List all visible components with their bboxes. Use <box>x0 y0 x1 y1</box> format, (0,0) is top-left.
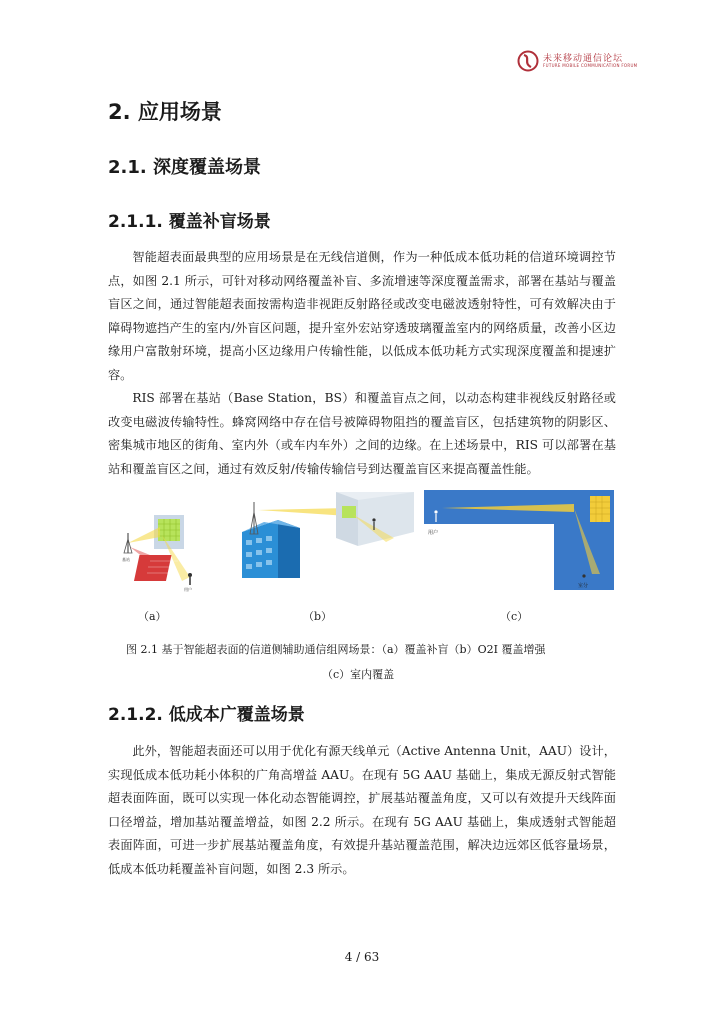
paragraph-aau-design: 此外，智能超表面还可以用于优化有源天线单元（Active Antenna Unit，AAU）设计，实现低成本低功耗小体积的广角高增益 AAU。在现有 5G AAU 基础上，集成无源反射式智能超表面阵面，既可以实现一体化动态智能调控，扩展基站覆盖角度，又可以有效提升天线阵面口径增益，增加基站覆盖增益，如图 2.2 所示。在现有 5G AAU 基础上，集成透射式智能超表面阵面，可进一步扩展基站覆盖角度，有效提升基站覆盖范围，解决边远郊区低容量场景，低成本低功耗覆盖补盲问题，如图 2.3 所示。 <box>108 744 616 876</box>
forum-logo <box>517 50 642 72</box>
section-heading-2-1-1: 2.1.1. 覆盖补盲场景 <box>108 212 271 232</box>
logo-subtitle: FUTURE MOBILE COMMUNICATION FORUM <box>543 63 638 68</box>
figure-label-b: （b） <box>303 610 333 623</box>
logo-text: 未来移动通信论坛 <box>543 54 624 64</box>
figure-2-1 <box>108 490 616 590</box>
indoor-label-c: 室分 <box>578 583 589 589</box>
figure-caption-line-2: （c）室内覆盖 <box>322 668 395 681</box>
paragraph-coverage-intro: 智能超表面最典型的应用场景是在无线信道侧，作为一种低成本低功耗的信道环境调控节点，如图 2.1 所示，可针对移动网络覆盖补盲、多流增速等深度覆盖需求，部署在基站与覆盖盲区之间，通过智能超表面按需构造非视距反射路径或改变电磁波透射特性，可有效解决由于障碍物遮挡产生的室内/外盲区问题，提升室外宏站穿透玻璃覆盖室内的网络质量，改善小区边缘用户富散射环境，提高小区边缘用户传输性能，以低成本低功耗方式实现深度覆盖和提速扩容。 <box>108 250 616 382</box>
page-number: 4 / 63 <box>344 950 380 964</box>
paragraph-ris-deployment: RIS 部署在基站（Base Station，BS）和覆盖盲点之间，以动态构建非视线反射路径或改变电磁波传输特性。蜂窝网络中存在信号被障碍物阻挡的覆盖盲区，包括建筑物的阴影区、密集城市地区的街角、室内外（或车内车外）之间的边缘。在上述场景中，RIS 可以部署在基站和覆盖盲区之间，通过有效反射/传输传输信号到达覆盖盲区来提高覆盖性能。 <box>108 391 616 476</box>
user-label-c: 用户 <box>428 530 439 536</box>
user-label-a: 用户 <box>184 587 192 592</box>
bs-label-a: 基站 <box>122 557 130 562</box>
forum-logo-icon <box>517 50 539 72</box>
section-heading-2-1: 2.1. 深度覆盖场景 <box>108 157 261 178</box>
figure-b-illustration <box>236 492 414 578</box>
figure-caption-line-1: 图 2.1 基于智能超表面的信道侧辅助通信组网场景：（a）覆盖补盲（b）O2I 覆盖增强 <box>126 643 546 656</box>
section-heading-2: 2. 应用场景 <box>108 100 222 124</box>
figure-c-illustration <box>424 490 614 590</box>
figure-label-a: （a） <box>138 610 167 623</box>
figure-a-illustration <box>120 515 200 593</box>
section-heading-2-1-2: 2.1.2. 低成本广覆盖场景 <box>108 705 305 725</box>
figure-label-c: （c） <box>500 610 529 623</box>
